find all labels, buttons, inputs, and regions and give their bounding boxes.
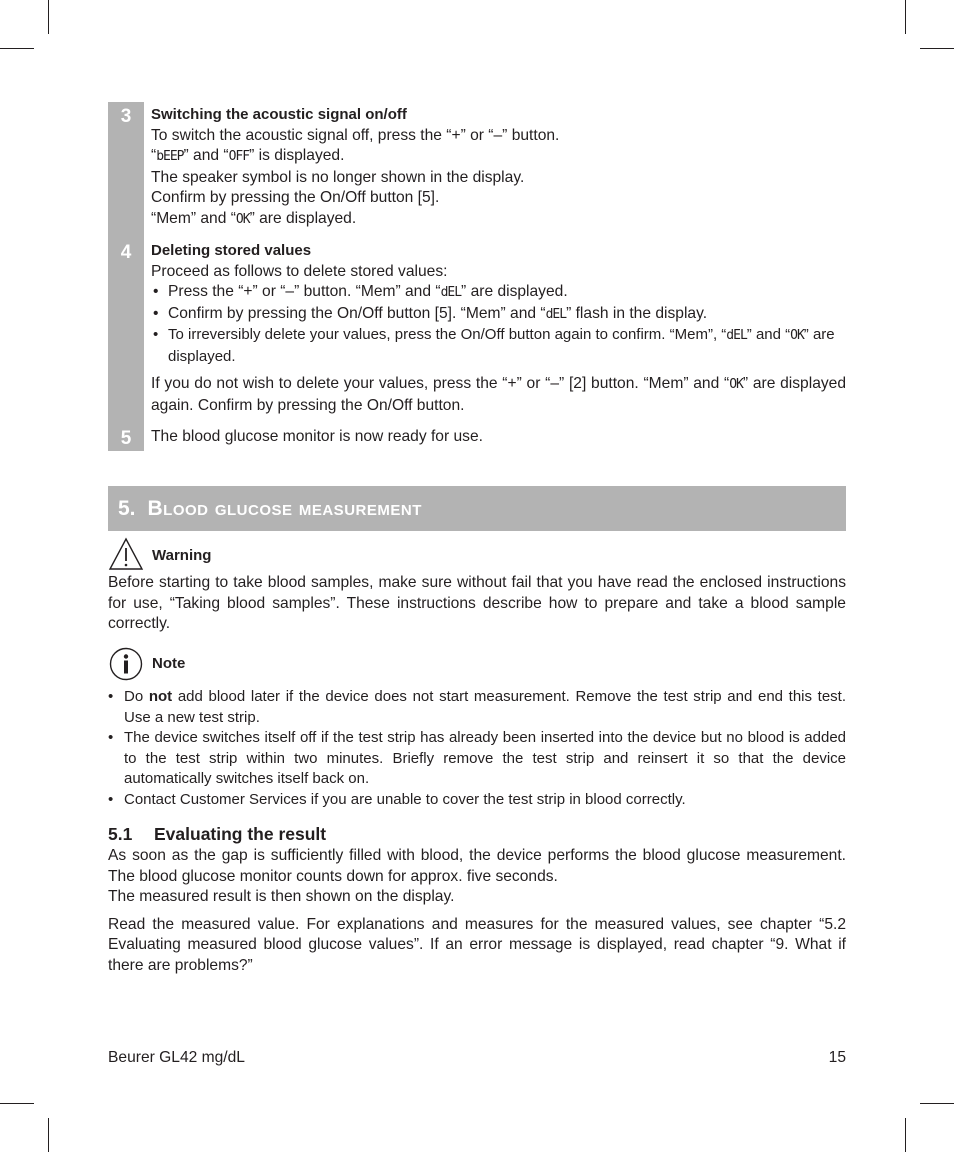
note-block	[108, 646, 846, 810]
step-line: Confirm by pressing the On/Off button [5].	[151, 189, 440, 206]
crop-mark-top-right-h	[920, 48, 954, 49]
paragraph: As soon as the gap is sufficiently filled with blood, the device performs the blood glucose measurement. The blood glucose monitor counts down for approx. five seconds.	[108, 847, 846, 885]
step-line: Proceed as follows to delete stored values:	[151, 262, 448, 280]
step-line: “bEEP” and “OFF” is displayed.	[151, 147, 345, 164]
crop-mark-top-right-v	[905, 0, 906, 34]
note-label: Note	[152, 654, 186, 672]
crop-mark-bottom-right-v	[905, 1118, 906, 1152]
list-item: • Press the “+” or “–” button. “Mem” and “dEL” are displayed.	[151, 282, 846, 304]
steps-table	[108, 102, 846, 451]
page-number: 15	[828, 1049, 846, 1066]
crop-mark-top-left-v	[48, 0, 49, 34]
step-3-spacer	[108, 230, 846, 238]
step-number: 3	[108, 102, 144, 230]
list-item: • To irreversibly delete your values, press the On/Off button again to confirm. “Mem”, “dEL” and “OK” are displayed.	[151, 325, 846, 367]
note-list	[108, 687, 846, 810]
step-number: 5	[108, 424, 144, 451]
warning-block	[108, 537, 846, 635]
step-line: The speaker symbol is no longer shown in the display.	[151, 168, 525, 186]
step-line: The blood glucose monitor is now ready for use.	[151, 428, 483, 445]
warning-text: Before starting to take blood samples, make sure without fail that you have read the enclosed instructions for use, “Taking blood samples”. These instructions describe how to prepare and take a blood sample correctly.	[108, 574, 846, 632]
crop-mark-top-left-h	[0, 48, 34, 49]
lcd-text: dEL	[726, 328, 747, 343]
lcd-text: OK	[790, 328, 804, 343]
section-number: 5.	[118, 497, 136, 520]
subsection-block	[108, 822, 846, 976]
lcd-text: dEL	[545, 306, 567, 322]
info-circle-icon	[108, 646, 144, 682]
lcd-text: OK	[729, 377, 743, 392]
list-item: • Do not add blood later if the device does not start measurement. Remove the test strip and end this test. Use a new test strip.	[108, 687, 846, 728]
lcd-text: dEL	[440, 285, 462, 300]
step-3	[108, 102, 846, 230]
subsection-title: Evaluating the result	[154, 824, 327, 844]
warning-triangle-icon	[108, 537, 144, 571]
crop-mark-bottom-left-v	[48, 1118, 49, 1152]
section-title: Blood glucose measurement	[147, 497, 422, 520]
step-paragraph: If you do not wish to delete your values, press the “+” or “–” [2] button. “Mem” and “OK” are displayed again. Confirm by pressing the On/Off button.	[151, 375, 847, 414]
crop-mark-bottom-left-h	[0, 1103, 34, 1104]
step-bullets	[151, 282, 846, 367]
subsection-heading	[108, 822, 846, 846]
step-number: 4	[108, 238, 144, 416]
step-4	[108, 238, 846, 416]
paragraph: The measured result is then shown on the display.	[108, 888, 455, 905]
lcd-text: OFF	[228, 149, 250, 164]
lcd-text: bEEP	[156, 149, 184, 164]
subsection-number: 5.1	[108, 824, 133, 844]
section-heading	[108, 486, 846, 531]
list-item: • Contact Customer Services if you are unable to cover the test strip in blood correctly.	[108, 790, 846, 811]
step-title: Switching the acoustic signal on/off	[151, 106, 407, 123]
footer-product: Beurer GL42 mg/dL	[108, 1049, 245, 1066]
paragraph: Read the measured value. For explanations and measures for the measured values, see chapter “5.2 Evaluating measured blood glucose values”. If an error message is displayed, read chapter “9. What if there are problems?”	[108, 915, 846, 974]
lcd-text: OK	[235, 211, 250, 227]
step-line: To switch the acoustic signal off, press the “+” or “–” button.	[151, 126, 560, 144]
list-item: • The device switches itself off if the test strip has already been inserted into the device but no blood is added to the test strip within two minutes. Briefly remove the test strip and reinsert it so that the device automatically switches itself back on.	[108, 728, 846, 790]
list-item: • Confirm by pressing the On/Off button [5]. “Mem” and “dEL” flash in the display.	[151, 304, 846, 326]
crop-mark-bottom-right-h	[920, 1103, 954, 1104]
warning-label: Warning	[152, 546, 212, 564]
step-line: “Mem” and “OK” are displayed.	[151, 209, 357, 227]
step-title: Deleting stored values	[151, 242, 312, 259]
step-4-spacer	[108, 416, 846, 424]
step-5	[108, 424, 846, 451]
